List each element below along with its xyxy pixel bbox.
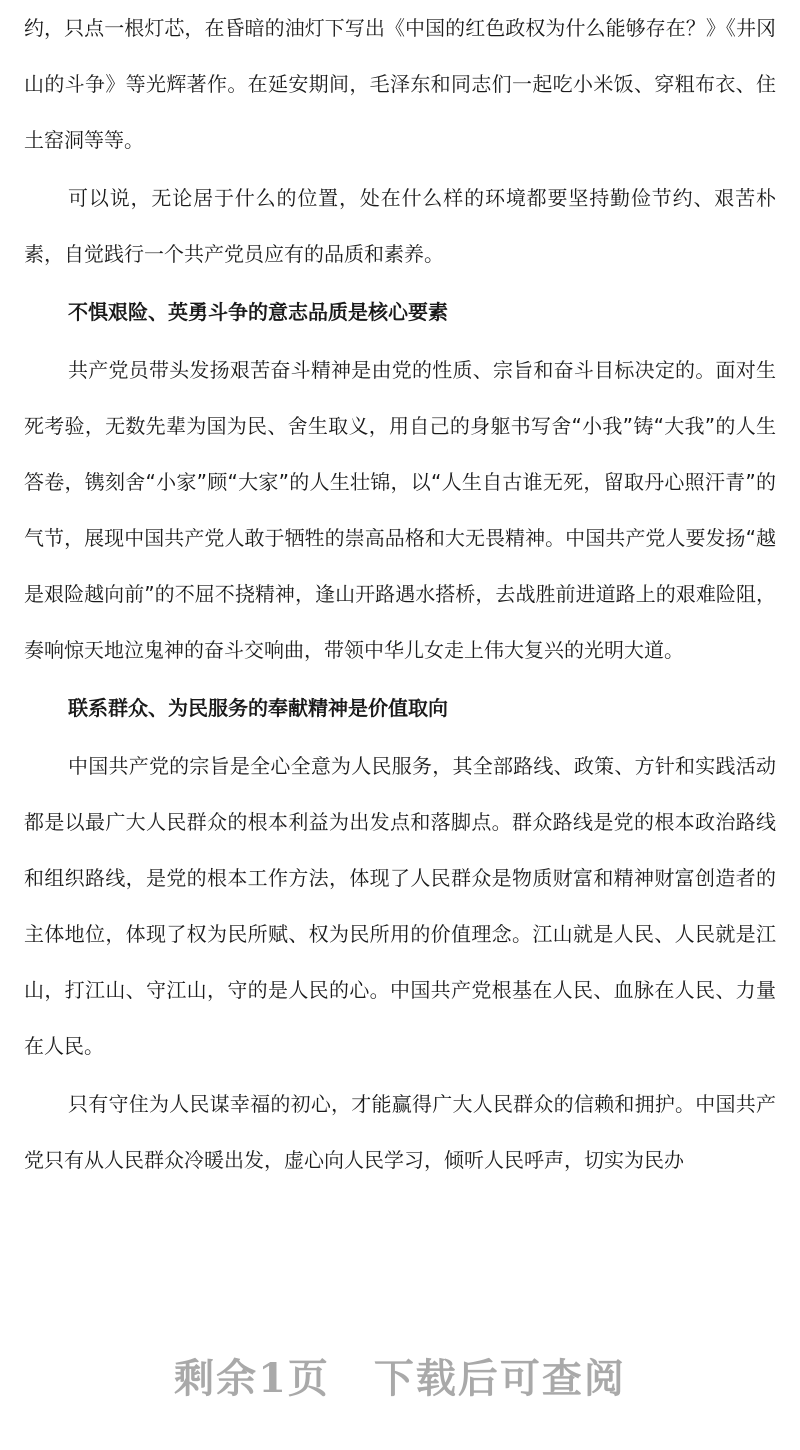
paragraph-continuation: 约，只点一根灯芯，在昏暗的油灯下写出《中国的红色政权为什么能够存在？》《井冈山的斗争》等光辉著作。在延安期间，毛泽东和同志们一起吃小米饭、穿粗布衣、住土窑洞等等。 — [24, 16, 776, 152]
paragraph-courage: 共产党员带头发扬艰苦奋斗精神是由党的性质、宗旨和奋斗目标决定的。面对生死考验，无数先辈为国为民、舍生取义，用自己的身躯书写舍“小我”铸“大我”的人生答卷，镌刻舍“小家”顾“大家”的人生壮锦，以“人生自古谁无死，留取丹心照汗青”的气节，展现中国共产党人敢于牺牲的崇高品格和大无畏精神。中国共产党人要发扬“越是艰险越向前”的不屈不挠精神，逢山开路遇水搭桥，去战胜前进道路上的艰难险阻，奏响惊天地泣鬼神的奋斗交响曲，带领中华儿女走上伟大复兴的光明大道。 — [24, 358, 776, 662]
remaining-pages-label: 剩余1页 — [174, 1354, 330, 1402]
section-heading-courage: 不惧艰险、英勇斗争的意志品质是核心要素 — [68, 300, 448, 324]
document-body — [24, 0, 776, 1188]
download-to-view-label: 下载后可查阅 — [373, 1354, 626, 1402]
section-heading-service: 联系群众、为民服务的奉献精神是价值取向 — [68, 696, 448, 720]
paragraph-service: 中国共产党的宗旨是全心全意为人民服务，其全部路线、政策、方针和实践活动都是以最广大人民群众的根本利益为出发点和落脚点。群众路线是党的根本政治路线和组织路线，是党的根本工作方法，体现了人民群众是物质财富和精神财富创造者的主体地位，体现了权为民所赋、权为民所用的价值理念。江山就是人民、人民就是江山，打江山、守江山，守的是人民的心。中国共产党根基在人民、血脉在人民、力量在人民。 — [24, 754, 776, 1058]
paragraph-frugality-summary: 可以说，无论居于什么的位置，处在什么样的环境都要坚持勤俭节约、艰苦朴素，自觉践行一个共产党员应有的品质和素养。 — [24, 186, 776, 266]
download-prompt[interactable] — [0, 1330, 800, 1420]
paragraph-original-aspiration: 只有守住为人民谋幸福的初心，才能赢得广大人民群众的信赖和拥护。中国共产党只有从人民群众冷暖出发，虚心向人民学习，倾听人民呼声，切实为民办 — [24, 1092, 776, 1172]
